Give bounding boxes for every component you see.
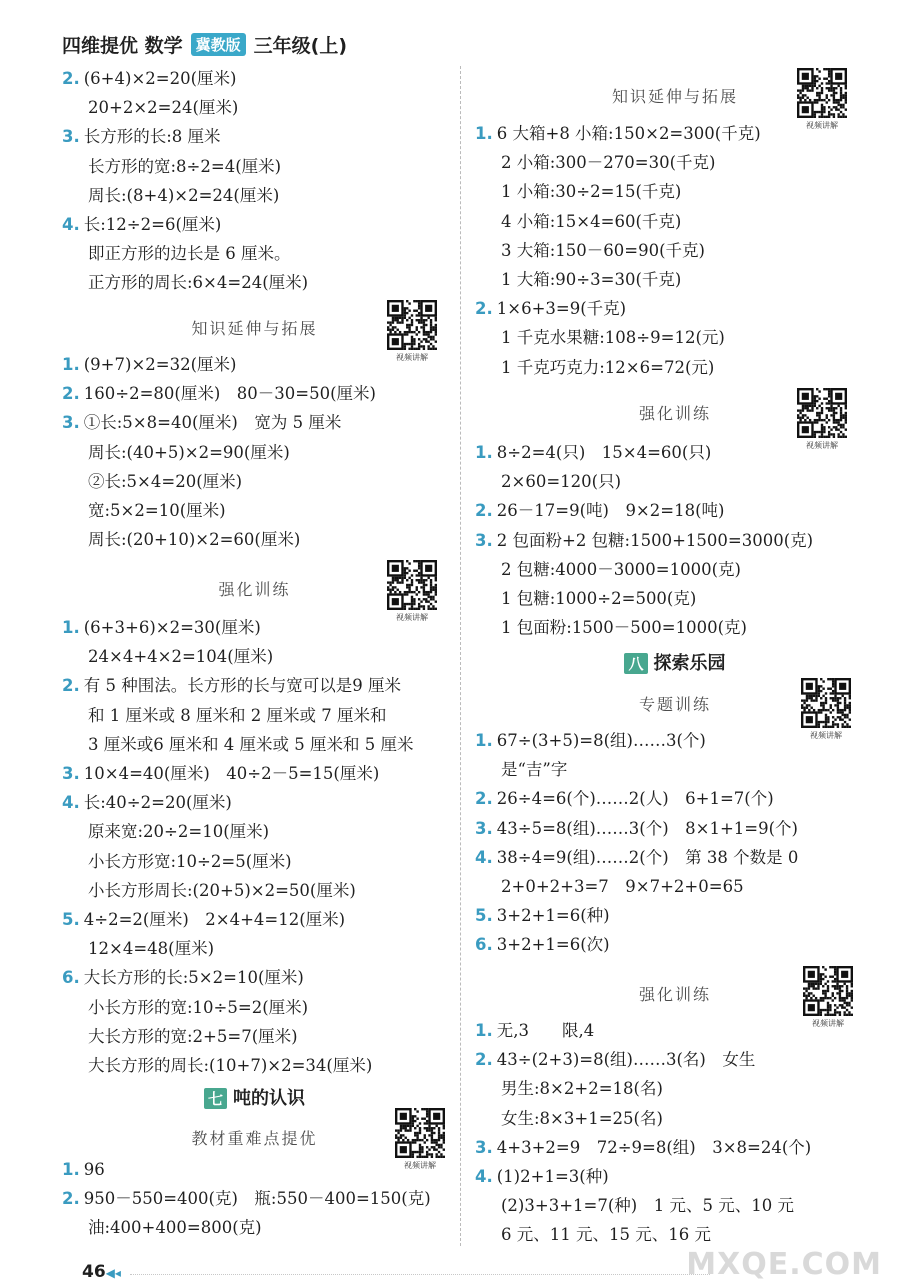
answer-text: (2)3+3+1=7(种) 1 元、5 元、10 元 xyxy=(501,1196,794,1216)
question-number: 2. xyxy=(475,299,493,319)
answer-text: 有 5 种围法。长方形的长与宽可以是9 厘米 xyxy=(83,676,401,696)
answer-line xyxy=(475,442,711,464)
answer-text: (1)2+1=3(种) xyxy=(496,1167,609,1186)
answer-text: 12×4=48(厘米) xyxy=(88,939,215,959)
answer-line xyxy=(62,734,413,756)
answer-line xyxy=(62,1188,431,1210)
chapter-title xyxy=(475,649,875,675)
section-heading: 专题训练 xyxy=(638,695,711,714)
answer-line xyxy=(475,788,774,810)
answer-line xyxy=(475,559,741,581)
answer-text: 38÷4=9(组)……2(个) 第 38 个数是 0 xyxy=(496,847,799,867)
question-number: 4. xyxy=(62,793,80,813)
answer-line xyxy=(475,530,813,552)
question-number: 6. xyxy=(475,935,493,955)
answer-line xyxy=(475,269,681,291)
footer-rule xyxy=(130,1274,710,1275)
answer-line xyxy=(62,68,236,90)
video-qr-code[interactable] xyxy=(387,300,437,364)
answer-line xyxy=(62,763,379,785)
answer-line xyxy=(62,646,273,668)
qr-caption: 视频讲解 xyxy=(404,1161,436,1170)
question-number: 1. xyxy=(475,1021,493,1040)
answer-line xyxy=(62,880,356,902)
section-heading: 强化训练 xyxy=(638,985,711,1004)
answer-text: 1 千克巧克力:12×6=72(元) xyxy=(501,357,715,377)
qr-code-icon xyxy=(395,1108,445,1158)
answer-text: 10×4=40(厘米) 40÷2－5=15(厘米) xyxy=(83,764,380,783)
answer-line xyxy=(62,214,221,236)
answer-text: 长:40÷2=20(厘米) xyxy=(83,793,232,813)
question-number: 2. xyxy=(475,789,493,809)
answer-text: 6 大箱+8 小箱:150×2=300(千克) xyxy=(496,124,761,143)
chapter-name: 探索乐园 xyxy=(653,653,726,674)
edition-badge: 冀教版 xyxy=(191,33,246,56)
question-number: 3. xyxy=(62,127,80,147)
question-number: 2. xyxy=(62,384,80,404)
qr-code-icon xyxy=(797,68,847,118)
answer-line xyxy=(62,617,261,639)
question-number: 2. xyxy=(475,501,493,521)
answer-line xyxy=(475,1137,811,1159)
answer-line xyxy=(62,529,300,551)
answer-line xyxy=(475,1195,794,1217)
video-qr-code[interactable] xyxy=(797,388,847,452)
answer-line xyxy=(62,185,279,207)
question-number: 1. xyxy=(62,1160,80,1179)
answer-text: 24×4+4×2=104(厘米) xyxy=(88,647,274,667)
question-number: 1. xyxy=(62,355,80,374)
answer-text: 4 小箱:15×4=60(千克) xyxy=(501,211,682,231)
answer-text: 大长方形的宽:2+5=7(厘米) xyxy=(88,1026,298,1046)
answer-text: (6+3+6)×2=30(厘米) xyxy=(83,618,261,637)
answer-text: 长:12÷2=6(厘米) xyxy=(83,215,222,234)
column-divider xyxy=(460,66,461,1246)
answer-text: 950－550=400(克) 瓶:550－400=150(克) xyxy=(83,1189,431,1209)
qr-code-icon xyxy=(801,678,851,728)
answer-text: 油:400+400=800(克) xyxy=(88,1218,262,1238)
answer-line xyxy=(475,327,725,349)
answer-line xyxy=(475,240,705,262)
answer-line xyxy=(62,1217,262,1239)
answer-line xyxy=(62,997,308,1019)
answer-text: (6+4)×2=20(厘米) xyxy=(83,69,237,88)
answer-line xyxy=(62,383,376,405)
section-heading: 强化训练 xyxy=(638,404,711,423)
answer-text: 4÷2=2(厘米) 2×4+4=12(厘米) xyxy=(83,910,346,929)
chapter-badge: 八 xyxy=(624,653,647,674)
answer-line xyxy=(475,847,798,869)
question-number: 3. xyxy=(475,818,493,838)
video-qr-code[interactable] xyxy=(797,68,847,132)
answer-text: 1 包面粉:1500－500=1000(克) xyxy=(501,618,747,638)
qr-caption: 视频讲解 xyxy=(810,731,842,740)
question-number: 5. xyxy=(475,906,493,926)
answer-text: 正方形的周长:6×4=24(厘米) xyxy=(88,273,309,293)
answer-text: 长方形的宽:8÷2=4(厘米) xyxy=(88,156,282,176)
question-number: 5. xyxy=(62,910,80,929)
book-header xyxy=(62,28,347,60)
answer-line xyxy=(475,211,681,233)
answer-text: 即正方形的边长是 6 厘米。 xyxy=(88,244,291,264)
qr-caption: 视频讲解 xyxy=(806,121,838,130)
question-number: 1. xyxy=(62,618,80,637)
qr-caption: 视频讲解 xyxy=(396,353,428,362)
answer-text: 无,3 限,4 xyxy=(496,1021,595,1040)
answer-line xyxy=(62,1159,105,1181)
chapter-badge: 七 xyxy=(204,1088,227,1109)
answer-line xyxy=(62,821,269,843)
answer-text: 小长方形宽:10÷2=5(厘米) xyxy=(88,851,292,871)
answer-line xyxy=(475,876,744,898)
answer-text: 2 包糖:4000－3000=1000(克) xyxy=(501,559,741,579)
qr-caption: 视频讲解 xyxy=(396,613,428,622)
answer-line xyxy=(62,442,290,464)
question-number: 3. xyxy=(62,764,80,783)
answer-text: 小长方形周长:(20+5)×2=50(厘米) xyxy=(88,880,356,900)
question-number: 1. xyxy=(475,124,493,143)
question-number: 6. xyxy=(62,968,80,988)
answer-text: 小长方形的宽:10÷5=2(厘米) xyxy=(88,997,309,1017)
answer-text: 6 元、11 元、15 元、16 元 xyxy=(501,1225,711,1245)
answer-text: 3+2+1=6(次) xyxy=(496,935,610,955)
chapter-name: 吨的认识 xyxy=(233,1088,305,1109)
answer-text: 43÷5=8(组)……3(个) 8×1+1=9(个) xyxy=(496,818,798,838)
answer-line xyxy=(62,705,386,727)
answer-line xyxy=(62,967,304,989)
answer-text: (9+7)×2=32(厘米) xyxy=(83,355,237,374)
answer-line xyxy=(475,905,610,927)
answer-text: 1 小箱:30÷2=15(千克) xyxy=(501,182,682,202)
chapter-title xyxy=(62,1084,447,1110)
answer-line xyxy=(62,1055,372,1077)
question-number: 2. xyxy=(62,676,80,696)
answer-text: 宽:5×2=10(厘米) xyxy=(88,501,226,520)
answer-line xyxy=(475,1020,594,1042)
video-qr-code[interactable] xyxy=(395,1108,445,1172)
page-number: 46◀◂ xyxy=(82,1262,121,1282)
answer-text: 2 包面粉+2 包糖:1500+1500=3000(克) xyxy=(496,530,814,550)
answer-line xyxy=(475,471,621,493)
question-number: 3. xyxy=(475,530,493,550)
question-number: 4. xyxy=(475,847,493,867)
answer-text: 3 大箱:150－60=90(千克) xyxy=(501,240,705,260)
answer-text: 2 小箱:300－270=30(千克) xyxy=(501,153,716,173)
section-heading: 教材重难点提优 xyxy=(191,1129,318,1148)
answer-line xyxy=(475,818,798,840)
question-number: 3. xyxy=(475,1137,493,1157)
answer-text: 周长:(8+4)×2=24(厘米) xyxy=(88,185,280,205)
answer-line xyxy=(475,298,626,320)
answer-text: 和 1 厘米或 8 厘米和 2 厘米或 7 厘米和 xyxy=(88,705,387,725)
answer-line xyxy=(475,181,681,203)
answer-text: 周长:(40+5)×2=90(厘米) xyxy=(88,442,290,462)
answer-text: 20+2×2=24(厘米) xyxy=(88,98,239,118)
section-heading: 知识延伸与拓展 xyxy=(191,319,318,338)
question-number: 2. xyxy=(475,1050,493,1070)
answer-text: 96 xyxy=(83,1160,105,1179)
question-number: 2. xyxy=(62,1189,80,1209)
answer-text: 8÷2=4(只) 15×4=60(只) xyxy=(496,443,712,462)
answer-text: 1 包糖:1000÷2=500(克) xyxy=(501,589,697,608)
answer-line xyxy=(475,152,715,174)
answer-line xyxy=(62,909,345,931)
answer-line xyxy=(62,354,236,376)
answer-text: 160÷2=80(厘米) 80－30=50(厘米) xyxy=(83,384,376,404)
answer-line xyxy=(475,1224,711,1246)
answer-line xyxy=(475,934,610,956)
answer-line xyxy=(62,792,232,814)
answer-line xyxy=(475,123,761,145)
qr-caption: 视频讲解 xyxy=(806,441,838,450)
answer-line xyxy=(475,588,696,610)
answer-text: 4+3+2=9 72÷9=8(组) 3×8=24(个) xyxy=(496,1137,812,1157)
section-heading: 知识延伸与拓展 xyxy=(611,87,738,106)
question-number: 2. xyxy=(62,69,80,88)
answer-line xyxy=(62,272,308,294)
answer-line xyxy=(62,97,238,119)
answer-line xyxy=(475,617,747,639)
answer-text: ②长:5×4=20(厘米) xyxy=(88,471,243,491)
answer-line xyxy=(62,938,214,960)
answer-line xyxy=(475,1078,663,1100)
answer-text: 3+2+1=6(种) xyxy=(496,906,610,926)
video-qr-code[interactable] xyxy=(387,560,437,624)
watermark-logo: MXQE.COM xyxy=(686,1247,882,1282)
answer-line xyxy=(62,156,281,178)
question-number: 4. xyxy=(62,215,80,234)
answer-line xyxy=(475,357,714,379)
answer-text: 大长方形的长:5×2=10(厘米) xyxy=(83,968,304,988)
answer-text: 26÷4=6(个)……2(人) 6+1=7(个) xyxy=(496,789,774,809)
video-qr-code[interactable] xyxy=(801,678,851,742)
answer-text: 原来宽:20÷2=10(厘米) xyxy=(88,822,270,842)
answer-text: ①长:5×8=40(厘米) 宽为 5 厘米 xyxy=(83,413,342,433)
answer-line xyxy=(62,471,242,493)
series-title: 四维提优 数学 xyxy=(62,34,183,57)
answer-line xyxy=(62,126,221,148)
answer-line xyxy=(62,675,401,697)
answer-text: 1×6+3=9(千克) xyxy=(496,299,627,319)
qr-code-icon xyxy=(387,560,437,610)
answer-text: 43÷(2+3)=8(组)……3(名) 女生 xyxy=(496,1050,756,1070)
qr-code-icon xyxy=(387,300,437,350)
section-heading: 强化训练 xyxy=(218,580,291,599)
grade-label: 三年级(上) xyxy=(253,34,348,57)
answer-text: 1 大箱:90÷3=30(千克) xyxy=(501,270,682,289)
answer-text: 26－17=9(吨) 9×2=18(吨) xyxy=(496,501,725,521)
video-qr-code[interactable] xyxy=(803,966,853,1030)
answer-line xyxy=(62,500,226,522)
answer-text: 男生:8×2+2=18(名) xyxy=(501,1079,663,1099)
answer-line xyxy=(475,1166,609,1188)
answer-text: 大长方形的周长:(10+7)×2=34(厘米) xyxy=(88,1056,373,1075)
answer-text: 女生:8×3+1=25(名) xyxy=(501,1108,663,1128)
answer-text: 周长:(20+10)×2=60(厘米) xyxy=(88,530,301,550)
answer-text: 67÷(3+5)=8(组)……3(个) xyxy=(496,731,706,750)
question-number: 3. xyxy=(62,413,80,433)
answer-text: 2×60=120(只) xyxy=(501,472,622,492)
question-number: 1. xyxy=(475,731,493,750)
answer-text: 1 千克水果糖:108÷9=12(元) xyxy=(501,328,725,348)
answer-line xyxy=(475,500,724,522)
answer-line xyxy=(475,1049,755,1071)
answer-line xyxy=(62,412,341,434)
answer-line xyxy=(475,759,567,781)
answer-line xyxy=(475,1108,663,1130)
answer-text: 3 厘米或6 厘米和 4 厘米或 5 厘米和 5 厘米 xyxy=(88,734,414,754)
answer-line xyxy=(62,1026,298,1048)
answer-text: 长方形的长:8 厘米 xyxy=(83,127,221,147)
qr-caption: 视频讲解 xyxy=(812,1019,844,1028)
answer-line xyxy=(62,243,291,265)
answer-text: 2+0+2+3=7 9×7+2+0=65 xyxy=(501,877,744,896)
qr-code-icon xyxy=(797,388,847,438)
question-number: 4. xyxy=(475,1167,493,1186)
question-number: 1. xyxy=(475,443,493,462)
answer-line xyxy=(475,730,706,752)
answer-text: 是“吉”字 xyxy=(501,760,568,780)
qr-code-icon xyxy=(803,966,853,1016)
answer-line xyxy=(62,851,292,873)
